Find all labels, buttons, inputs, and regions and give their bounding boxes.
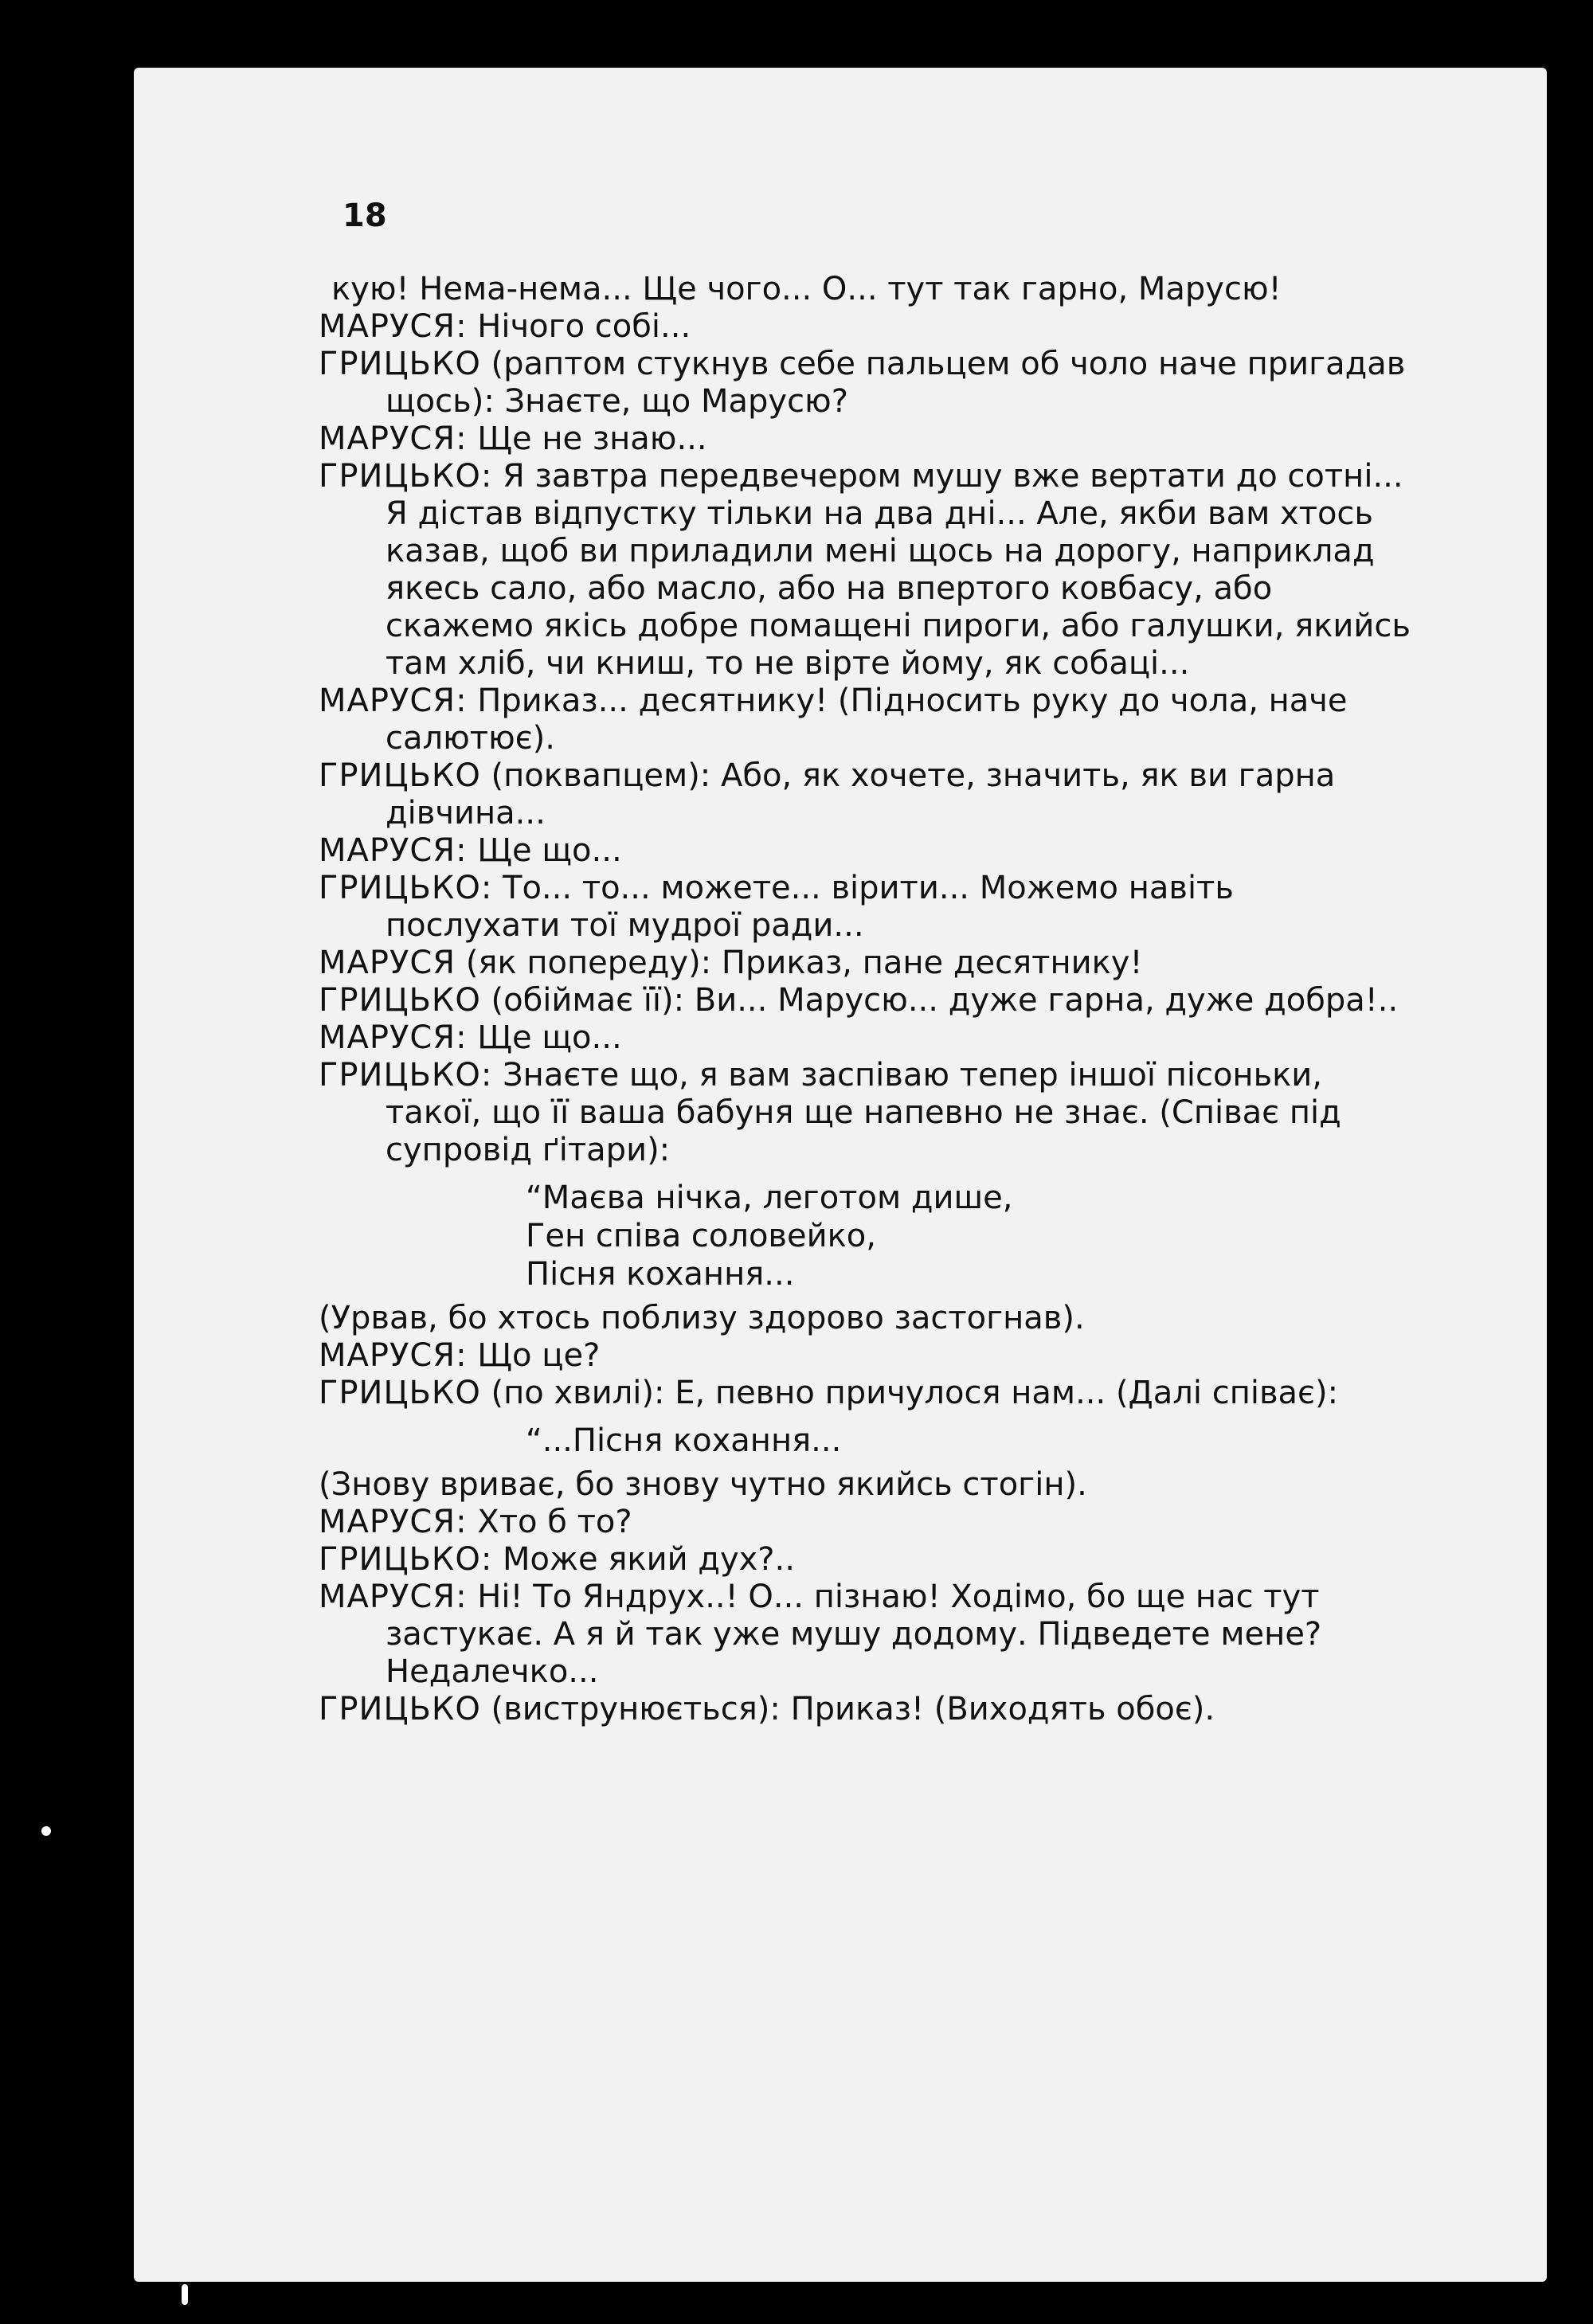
speaker-name: МАРУСЯ:	[319, 1579, 468, 1615]
dialogue-text: (виструнюється): Приказ! (Виходять обоє).	[491, 1691, 1215, 1727]
stage-direction-1: (Урвав, бо хтось поблизу здорово застогнав).	[319, 1300, 1085, 1336]
page-number: 18	[342, 198, 387, 234]
speaker-name: МАРУСЯ:	[319, 683, 468, 719]
dialogue-text: То... то... можете... вірити... Можемо навіть послухати тої мудрої ради...	[386, 870, 1234, 944]
dialogue-text: (поквапцем): Або, як хочете, значить, як ви гарна дівчина...	[386, 757, 1336, 831]
dialogue-block-1	[319, 308, 1418, 1169]
dialogue-line	[319, 870, 1418, 945]
dialogue-text: Ще що...	[477, 1019, 622, 1056]
scan-speck	[41, 1826, 51, 1836]
dialogue-text: Хто б то?	[477, 1504, 632, 1540]
dialogue-line	[319, 421, 1418, 458]
speaker-name: ГРИЦЬКО:	[319, 1057, 493, 1094]
speaker-name: МАРУСЯ:	[319, 308, 468, 345]
speaker-name: ГРИЦЬКО	[319, 346, 481, 382]
speaker-name: ГРИЦЬКО	[319, 1691, 481, 1727]
song-line: Пісня кохання...	[526, 1256, 795, 1293]
dialogue-line	[319, 346, 1418, 421]
scan-speck	[182, 2284, 188, 2305]
speaker-name: МАРУСЯ:	[319, 1504, 468, 1540]
dialogue-text: Я завтра передвечером мушу вже вертати до сотні... Я дістав відпустку тільки на два дні... Але, якби вам хтось казав, щоб ви приладили мені щось на дорогу, наприклад якесь сало, або масло, або на впертого ковбасу, або скажемо якісь добре помащені пироги, або галушки, якийсь там хліб, чи книш, то не вірте йому, як собаці...	[386, 458, 1411, 682]
dialogue-text: Може який дух?..	[503, 1541, 795, 1578]
dialogue-text: Що це?	[477, 1337, 601, 1374]
dialogue-line	[319, 832, 1418, 870]
dialogue-line	[319, 1057, 1418, 1169]
dialogue-line	[319, 1019, 1418, 1057]
play-text	[319, 271, 1418, 1728]
dialogue-text: Приказ... десятнику! (Підносить руку до чола, наче салютює).	[386, 683, 1348, 757]
dialogue-line	[319, 757, 1418, 832]
speaker-name: ГРИЦЬКО	[319, 982, 481, 1019]
dialogue-line	[319, 1504, 1418, 1541]
dialogue-line	[319, 683, 1418, 757]
stage-direction-2: (Знову вриває, бо знову чутно якийсь стогін).	[319, 1466, 1087, 1503]
speaker-name: МАРУСЯ:	[319, 832, 468, 869]
continuation-text: кую! Нема-нема... Ще чого... О... тут так гарно, Марусю!	[331, 271, 1282, 307]
dialogue-line	[319, 1691, 1418, 1728]
speaker-name: МАРУСЯ:	[319, 1019, 468, 1056]
dialogue-text: (раптом стукнув себе пальцем об чоло наче пригадав щось): Знаєте, що Марусю?	[386, 346, 1406, 420]
dialogue-block-2	[319, 1337, 1418, 1412]
dialogue-line	[319, 1579, 1418, 1691]
dialogue-text: Знаєте що, я вам заспіваю тепер іншої пісоньки, такої, що її ваша бабуня ще напевно не знає. (Співає під супровід ґітари):	[386, 1057, 1341, 1168]
dialogue-line	[319, 1541, 1418, 1579]
dialogue-text: Ще не знаю...	[477, 421, 707, 457]
speaker-name: МАРУСЯ:	[319, 421, 468, 457]
song-line: “...Пісня кохання...	[526, 1422, 842, 1459]
dialogue-line	[319, 1375, 1418, 1412]
speaker-name: МАРУСЯ	[319, 945, 456, 981]
speaker-name: ГРИЦЬКО	[319, 757, 481, 794]
song-line: “Маєва нічка, леготом дише,	[526, 1180, 1013, 1216]
dialogue-line	[319, 945, 1418, 982]
speaker-name: ГРИЦЬКО	[319, 1375, 481, 1411]
dialogue-text: Ні! То Яндрух..! О... пізнаю! Ходімо, бо ще нас тут застукає. А я й так уже мушу додому. Підведете мене? Недалечко...	[386, 1579, 1322, 1690]
speaker-name: ГРИЦЬКО:	[319, 1541, 493, 1578]
dialogue-text: (як попереду): Приказ, пане десятнику!	[465, 945, 1143, 981]
song-lyrics-1	[526, 1179, 1418, 1293]
dialogue-line	[319, 308, 1418, 346]
dialogue-text: Ще що...	[477, 832, 622, 869]
speaker-name: ГРИЦЬКО:	[319, 870, 493, 906]
dialogue-text: (обіймає її): Ви... Марусю... дуже гарна, дуже добра!..	[491, 982, 1399, 1019]
song-lyrics-2	[526, 1422, 1418, 1460]
dialogue-block-3	[319, 1504, 1418, 1728]
song-line: Ген співа соловейко,	[526, 1218, 876, 1254]
dialogue-text: (по хвилі): Е, певно причулося нам... (Далі співає):	[491, 1375, 1339, 1411]
dialogue-line	[319, 1337, 1418, 1375]
dialogue-text: Нічого собі...	[477, 308, 691, 345]
speaker-name: ГРИЦЬКО:	[319, 458, 493, 495]
dialogue-line	[319, 458, 1418, 683]
speaker-name: МАРУСЯ:	[319, 1337, 468, 1374]
dialogue-line	[319, 982, 1418, 1019]
